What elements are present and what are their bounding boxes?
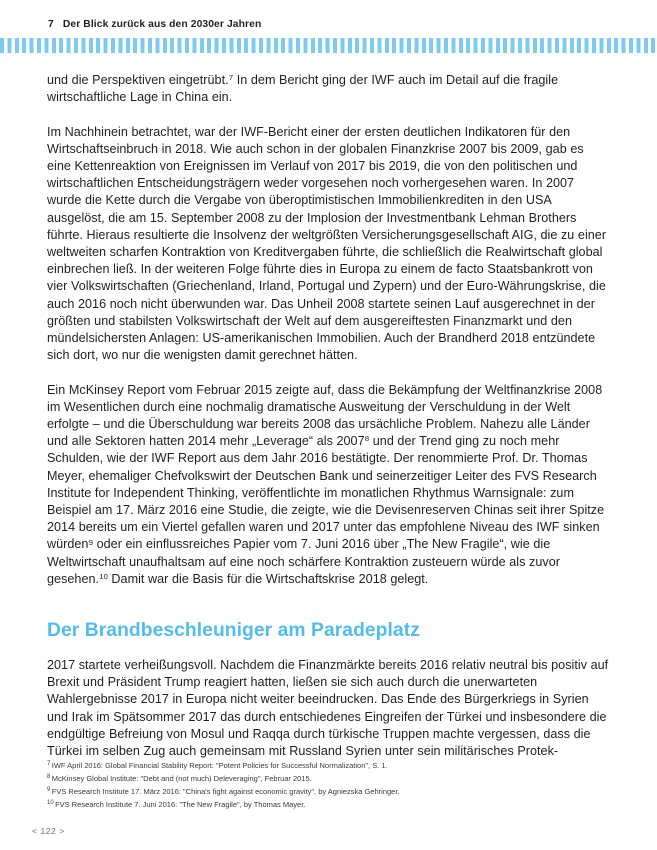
footnote-text: FVS Research Institute 17. März 2016: "China's fight against economic gravity", by Agniezska Gehringer. — [51, 787, 400, 796]
paragraph-4: 2017 startete verheißungsvoll. Nachdem die Finanzmärkte bereits 2016 relativ neutral bis positiv auf Brexit und Präsident Trump reagiert hatten, ließen sie sich auch durch die unerwarteten Wahlergebnisse 2017 in Europa nicht weiter beeindrucken. Das Ende des Bürgerkriegs in Syrien und Irak im Spätsommer 2017 das durch entschiedenes Eingreifen der Türkei und insbesondere die endgültige Befreiung von Mosul und Raqqa durch türkische Truppen machte vergessen, dass die Türkei im selben Zug auch gemeinsam mit Russland Syrien unter sein militärisches Protek- — [47, 658, 609, 759]
paragraph-3-segment-3: oder ein einflussreiches Papier vom 7. Juni 2016 über „The New Fragile“, wie die Weltwirtschaft unaufhaltsam auf eine noch schärfere Kontraktion zusteuern würde als zuvor gesehen. — [47, 537, 560, 586]
footnote-text: McKinsey Global Institute: "Debt and (not much) Deleveraging", Februar 2015. — [51, 774, 312, 783]
footnotes-block — [47, 760, 609, 812]
folio-next-chevron: > — [59, 826, 65, 836]
footnote-text: IWF April 2016: Global Financial Stability Report: "Potent Policies for Successful Normalization", S. 1. — [51, 761, 388, 770]
paragraph-1 — [47, 72, 609, 106]
paragraph-3 — [47, 382, 609, 588]
folio-prev-chevron: < — [32, 826, 38, 836]
paragraph-3-segment-4: Damit war die Basis für die Wirtschaftskrise 2018 gelegt. — [107, 571, 429, 586]
section-heading: Der Brandbeschleuniger am Paradeplatz — [47, 620, 420, 642]
footnote-item — [47, 799, 609, 812]
footnote-marker: 8 — [47, 774, 51, 781]
folio-number: 122 — [40, 826, 57, 836]
footnote-ref-9[interactable]: 9 — [88, 537, 94, 547]
footnote-marker: 9 — [47, 787, 51, 794]
footnote-marker: 10 — [47, 800, 54, 807]
paragraph-3-segment-1: Ein McKinsey Report vom Februar 2015 zeigte auf, dass die Bekämpfung der Weltfinanzkrise 2008 im Wesentlichen durch eine nochmalig dramatische Ausweitung der Verschuldung in der Welt erfolgte – und die Überschuldung war bereits 2008 das ursächliche Problem. Nahezu alle Länder und alle Sektoren hatten 2014 mehr „Leverage“ als 2007 — [47, 382, 603, 449]
dashed-rule-divider — [0, 38, 657, 53]
paragraph-1-text-a: und die Perspektiven eingetrübt. — [47, 73, 229, 87]
footnote-ref-10[interactable]: 10 — [99, 571, 108, 581]
footnote-marker: 7 — [47, 761, 51, 768]
footnote-item — [47, 760, 609, 773]
text-column — [47, 72, 609, 760]
running-head-chapter-number: 7 — [48, 19, 54, 30]
page-folio — [32, 826, 65, 836]
paragraph-3-segment-2: und der Trend ging zu noch mehr Schulden, wie der IWF Report aus dem Jahr 2016 bestätigte. Der renommierte Prof. Dr. Thomas Meyer, ehemaliger Chefvolkswirt der Deutschen Bank und seinerzeitiger Leiter des FVS Research Institute for Independent Thinking, veröffentlichte im monatlichen Rhythmus Warnsignale: zum Beispiel am 17. März 2016 eine Studie, die zeigte, wie die Devisenreserven Chinas seit ihrer Spitze 2014 bereits um ein Viertel gefallen waren und 2017 unter das empfohlene Niveau des IWF sinken würden — [47, 434, 605, 552]
footnote-ref-8[interactable]: 8 — [364, 434, 370, 444]
section-heading-wrapper — [47, 619, 609, 642]
paragraph-1-text-b: In dem Bericht ging der IWF auch im Detail auf die fragile wirtschaftliche Lage in China ein. — [47, 73, 559, 105]
footnote-item — [47, 773, 609, 786]
footnote-ref-7[interactable]: 7 — [228, 73, 234, 83]
footnote-text: FVS Research Institute 7. Juni 2016: "The New Fragile", by Thomas Mayer. — [55, 800, 306, 809]
running-head-title: Der Blick zurück aus den 2030er Jahren — [62, 19, 262, 30]
running-head — [48, 19, 261, 30]
footnote-item — [47, 786, 609, 799]
paragraph-2: Im Nachhinein betrachtet, war der IWF-Bericht einer der ersten deutlichen Indikatoren für den Wirtschaftseinbruch in 2018. Wie auch schon in der globalen Finanzkrise 2007 bis 2009, gab es eine Kettenreaktion von Ereignissen im Verlauf von 2017 bis 2019, die von den politischen und wirtschaftlichen Entscheidungsträgern weder vorgesehen noch vorhergesehen waren. In 2007 wurde die Kette durch die Vergabe von überoptimistischen Immobilienkrediten in den USA ausgelöst, die am 15. September 2008 zu der Implosion der Investmentbank Lehman Brothers führte. Hieraus resultierte die Insolvenz der weltgrößten Versicherungsgesellschaft AIG, die zu einer weltweiten scharfen Kontraktion von Kreditvergaben führte, die schließlich die Realwirtschaft global einbrechen ließ. In der weiteren Folge führte dies in Europa zu einem de facto Staatsbankrott von vier Volkswirtschaften (Griechenland, Irland, Portugal und Zypern) und der Euro-Währungskrise, die auch 2016 noch nicht überwunden war. Das Unheil 2008 startete seinen Lauf ausgerechnet in der größten und stabilsten Volkswirtschaft der Welt auf dem ausgereiftesten Finanzmarkt und den mündelsichersten Anlagen: US-amerikanischen Immobilien. Auch der Brandherd 2018 entzündete sich dort, wo nur die wenigsten damit gerechnet hätten. — [47, 124, 607, 363]
